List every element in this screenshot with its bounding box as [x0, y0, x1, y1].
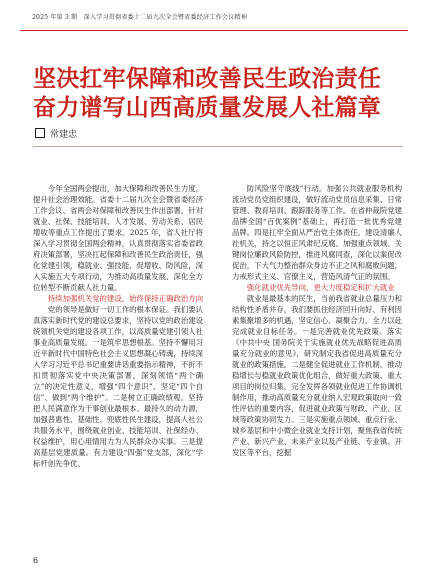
author-name: 常建忠: [50, 130, 78, 140]
title-line-2: 奋力谱写山西高质量发展人社篇章: [33, 94, 381, 121]
left-column: [33, 183, 203, 469]
author-divider: [33, 146, 403, 147]
author-byline: [35, 127, 77, 141]
paragraph: 党的领导是做好一切工作的根本保证。我们要认真落实新时代党的建设总要求，坚持以党的政治建设统领机关党的建设各项工作，以高质量党建引领人社事业高质量发展。一是筑牢思想根基。坚持不懈用习近平新时代中国特色社会主义思想凝心铸魂，持续深入学习习近平总书记重要讲话重要指示精神，不折不扣贯彻落实党中央决策部署，深刻领悟“两个确立”的决定性意义，增强“四个意识”、坚定“四个自信”、做到“两个维护”。二是树立正确政绩观。坚持把人民满意作为干事创业最根本、最持久的动力源，加强普惠性、基础性、兜底性民生建设，提高人社公共服务水平，围绕就业创业、技能培训、社保经办、权益维护，用心用情用力为人民群众办实事。三是提高基层党建质量。有力建设“四强”党支部，深化“学标杆创先争优、: [33, 305, 204, 468]
header-rule: [20, 30, 408, 31]
header-text: 2025 年第 3 期 深入学习贯彻省委十二届九次全会暨省委经济工作会议精神: [32, 14, 248, 21]
page-header: [20, 8, 410, 28]
author-box-icon: [35, 128, 45, 138]
page-number: 6: [33, 556, 39, 565]
paragraph: 就业是最基本的民生，当前我省就业总量压力和结构性矛盾并存，我们要抓住经济回升向好、有利因素集聚增多的机遇，坚定信心、凝聚合力，全力以赴完成就业目标任务。一是完善就业优先政策。落实《中共中央 国务院关于实施就业优先战略促进高质量充分就业的意见》，研究制定我省促进高质量充分就业的政策措施。二是健全促进就业工作机制。推动稳增长与稳就业政策优化组合，做好重大政策、重大项目的岗位归集，完全发挥各领就业促进工作协调机制作用，推动高质量充分就业纳入宏观政策取向一致性评估的重要内容，促进就业政策与财政、产业、区域等政策协同发力。三是实施重点领域、重点行业、城乡基层和中小微企业就业支持计划，聚焦我省传统产业、新兴产业、未来产业以及产业链、专业镇、开发区等平台，挖掘: [232, 294, 403, 457]
article-title: [33, 64, 403, 122]
paragraph: 防风险坚守底线”行动。加强公共就业服务机构流动党员党组织建设，做好流动党员信息采集、日常管理、教育培训、跟踪服务等工作。在省仲裁院党建品牌全国“百优案例”基础上，再打造一批优秀党建品牌。四是扛牢全面从严治党主体责任。建设清廉人社机关，持之以恒正风肃纪反腐。加强重点领域、关键岗位廉政风险防控，推进风腐同查，深化以案促改促治，下大气力整治群众身边不正之风和腐败问题，力戒形式主义、官僚主义，营造风清气正的氛围。: [232, 184, 402, 281]
paragraph: 今年全国两会提出，加大保障和改善民生力度，提升社会治理效能。省委十二届九次全会暨省委经济工作会议、省两会对保障和改善民生作出部署，针对就业、社保、技能培训、人才发展、劳动关系、居民增收等重点工作提出了要求。2025 年，省人社厅将深入学习贯彻全国两会精神，认真贯彻落实省委省政府决策部署，坚决扛起保障和改善民生政治责任，强化党建引领，稳就业、强技能、促增收、防风险，深入实施五大专项行动，为推动高质量发展、深化全方位转型不断贡献人社力量。: [33, 184, 204, 292]
section-subheading: 强化就业优先导向，更大力度稳定和扩大就业: [246, 283, 395, 292]
section-subheading: 持续加强机关党的建设，始终保持正确政治方向: [47, 294, 204, 303]
right-column: [232, 183, 402, 458]
title-line-1: 坚决扛牢保障和改善民生政治责任: [33, 65, 381, 92]
